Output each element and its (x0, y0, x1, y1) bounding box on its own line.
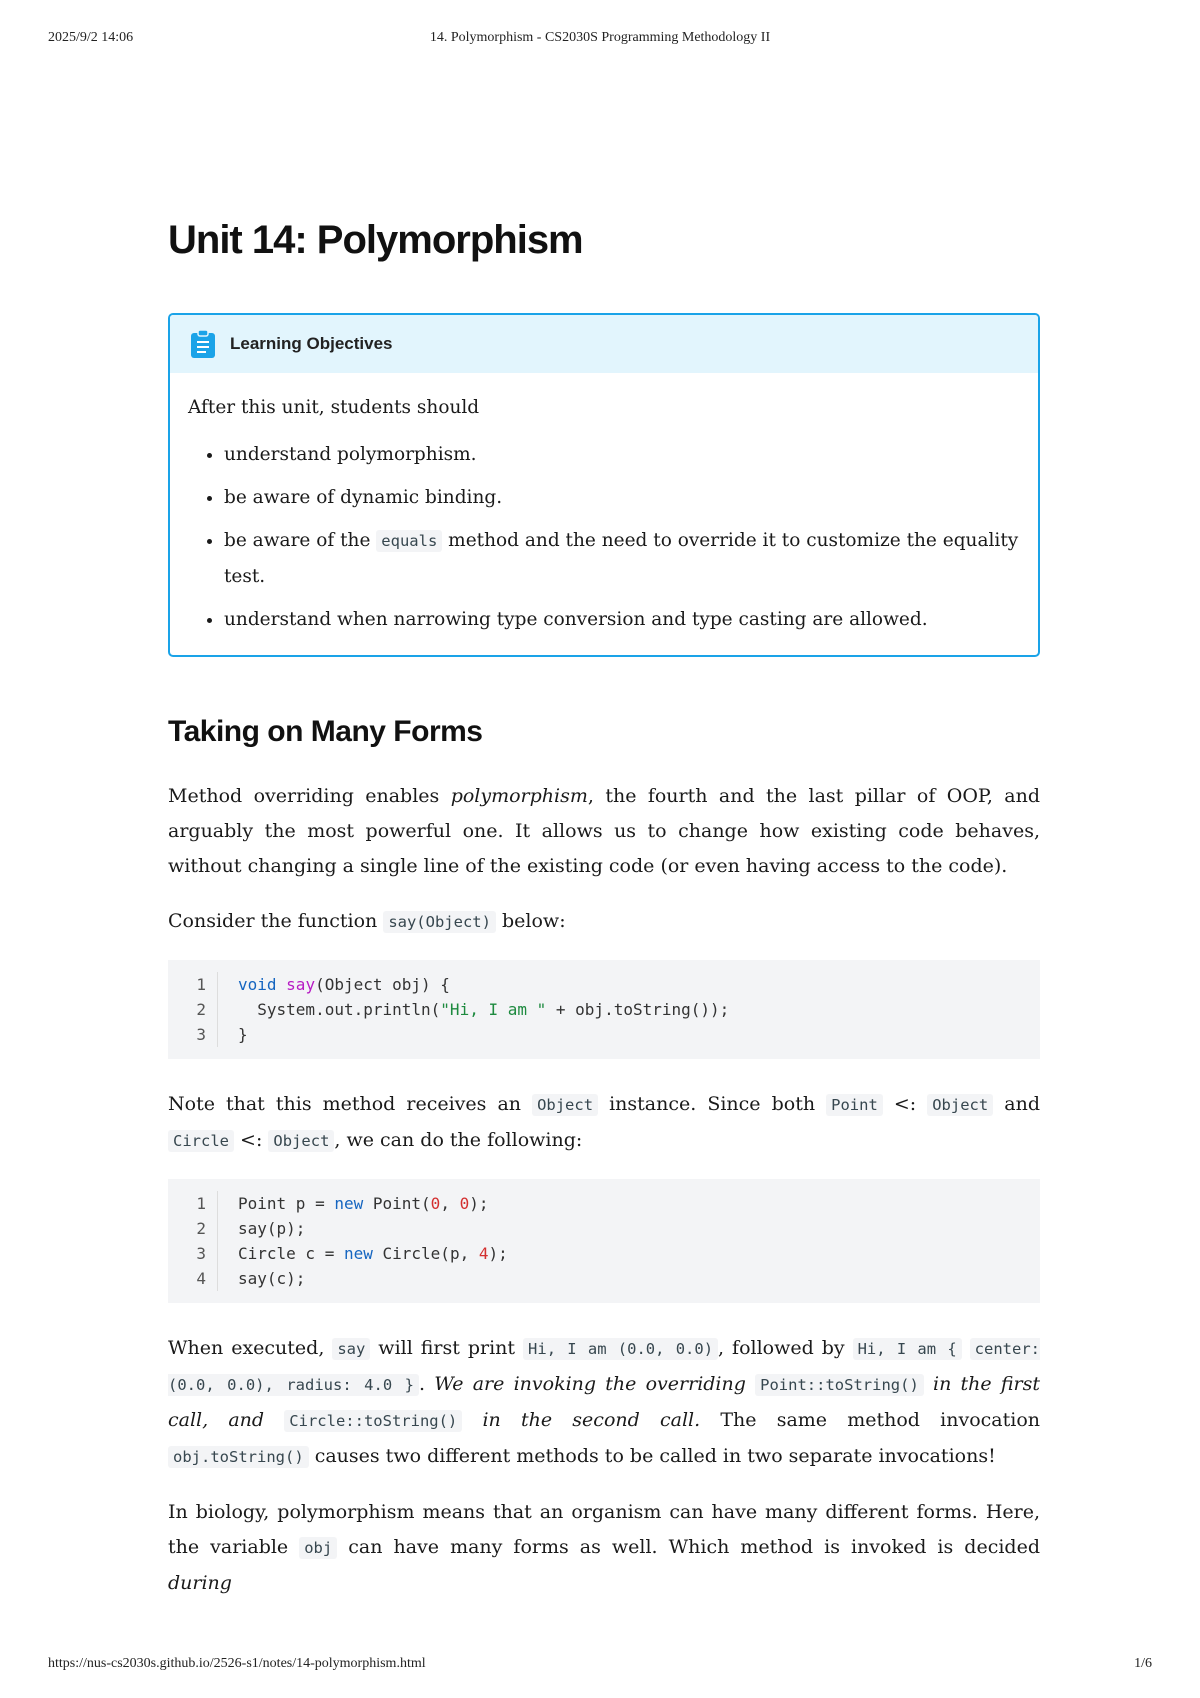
paragraph: In biology, polymorphism means that an organism can have many different forms. Here, the variable obj can have many forms as well. Which method is invoked is decided during (168, 1501, 1040, 1594)
inline-code: Hi, I am { (853, 1338, 962, 1360)
list-item: • understand when narrowing type conversion and type casting are allowed. (224, 602, 1020, 637)
line-number: 2 (168, 1216, 218, 1241)
code-line (168, 1216, 1040, 1241)
code-line (168, 997, 1040, 1022)
inline-code: Object (532, 1094, 598, 1116)
print-header (48, 30, 1152, 50)
article (168, 218, 1040, 1621)
print-footer (48, 1656, 1152, 1676)
page-title: Unit 14: Polymorphism (168, 218, 583, 262)
line-number: 4 (168, 1266, 218, 1291)
code-source: say(c); (238, 1269, 306, 1288)
code-line (168, 1266, 1040, 1291)
code-source: System.out.println("Hi, I am " + obj.toString()); (238, 1000, 730, 1019)
inline-code: Object (268, 1130, 334, 1152)
paragraph: Method overriding enables polymorphism, the fourth and the last pillar of OOP, and arguably the most powerful one. It allows us to change how existing code behaves, without changing a single line of the existing code (or even having access to the code). (168, 785, 1040, 877)
code-source: say(p); (238, 1219, 306, 1238)
code-source: Point p = new Point(0, 0); (238, 1194, 489, 1213)
inline-code: obj.toString() (168, 1446, 309, 1468)
admonition-title (170, 315, 1038, 373)
paragraph: Note that this method receives an Object instance. Since both Point <: Object and Circle <: Object , we can do the following: (168, 1093, 1040, 1151)
inline-code: equals (376, 530, 442, 552)
admonition-body (170, 373, 1038, 655)
inline-code: Circle (168, 1130, 234, 1152)
line-number: 2 (168, 997, 218, 1022)
inline-code: Object (927, 1094, 993, 1116)
code-line (168, 1241, 1040, 1266)
line-number: 3 (168, 1022, 218, 1047)
line-number: 1 (168, 1191, 218, 1216)
admonition-title-text: Learning Objectives (230, 334, 393, 353)
list-item: • be aware of the equals method and the need to override it to customize the equality test. (224, 523, 1020, 594)
code-block (168, 1179, 1040, 1303)
line-number: 1 (168, 972, 218, 997)
inline-code: say(Object) (383, 911, 496, 933)
section-heading: Taking on Many Forms (168, 715, 483, 748)
objectives-intro: After this unit, students should (188, 397, 480, 418)
line-number: 3 (168, 1241, 218, 1266)
code-line (168, 1022, 1040, 1047)
inline-code: Point (826, 1094, 883, 1116)
paragraph: Consider the function say(Object) below: (168, 910, 566, 932)
list-item: • be aware of dynamic binding. (224, 480, 1020, 515)
inline-code: Point::toString() (755, 1374, 924, 1396)
code-source: } (238, 1025, 248, 1044)
print-date: 2025/9/2 14:06 (48, 30, 134, 45)
code-source: Circle c = new Circle(p, 4); (238, 1244, 508, 1263)
inline-code: Hi, I am (0.0, 0.0) (523, 1338, 718, 1360)
print-title: 14. Polymorphism - CS2030S Programming Methodology II (429, 30, 771, 45)
code-line (168, 1191, 1040, 1216)
objectives-list (188, 437, 1020, 637)
page-number: 1/6 (1134, 1656, 1152, 1671)
inline-code: obj (299, 1537, 337, 1559)
code-block (168, 960, 1040, 1059)
clipboard-icon (190, 329, 216, 359)
inline-code: center: (0.0, 0.0), radius: 4.0 } (168, 1340, 1040, 1394)
learning-objectives-box (168, 313, 1040, 657)
code-line (168, 972, 1040, 997)
paragraph: When executed, say will first print Hi, I am (0.0, 0.0) , followed by Hi, I am { center: (0.0, 0.0), radius: 4.0 } . We are invoking the overriding Point::toString() in the first call, and Circle::toString() in the second call. The same method invocation obj.toString() causes two different methods to be called in two separate invocations! (168, 1337, 1041, 1467)
code-source: void say(Object obj) { (238, 975, 450, 994)
page-url[interactable]: https://nus-cs2030s.github.io/2526-s1/notes/14-polymorphism.html (48, 1656, 426, 1671)
inline-code: say (332, 1338, 370, 1360)
list-item: • understand polymorphism. (224, 437, 1020, 472)
inline-code: Circle::toString() (284, 1410, 462, 1432)
